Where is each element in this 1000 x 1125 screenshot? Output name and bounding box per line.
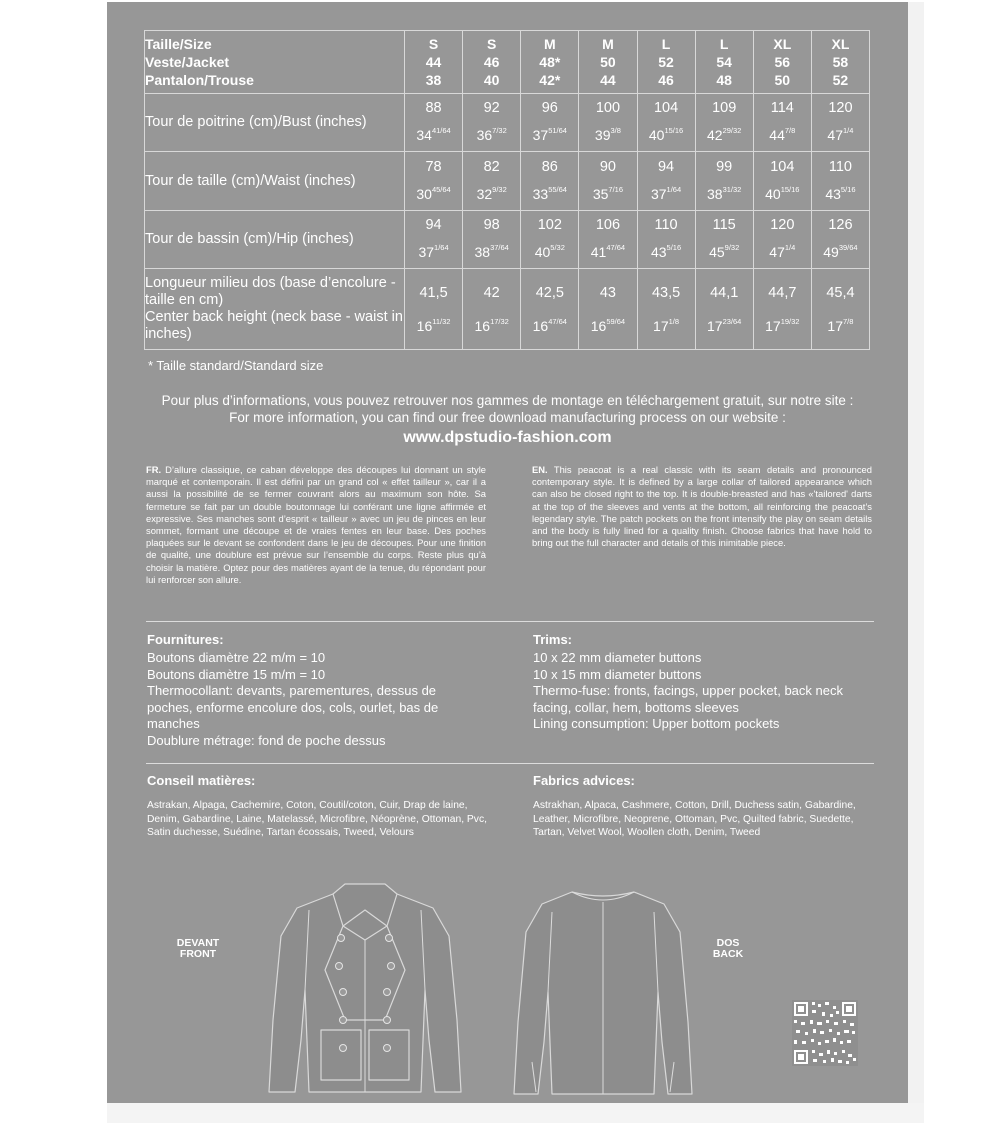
measurement-cm: 94: [425, 217, 442, 233]
inch-whole: 40: [648, 127, 665, 143]
measurement-cm: 44,1: [710, 284, 739, 301]
description-en-tag: EN.: [532, 464, 548, 475]
inch-fraction: 11/32: [432, 316, 451, 326]
measurement-row: [145, 211, 870, 269]
measurement-cm: 104: [770, 158, 795, 175]
measurement-inches: [521, 126, 578, 143]
measurement-inches: [638, 317, 695, 334]
measurement-inches: [521, 243, 578, 260]
inch-whole: 16: [474, 317, 491, 334]
fabrics-title: Fabrics advices:: [533, 773, 635, 788]
inch-fraction: 7/8: [843, 316, 854, 326]
trims-item: 10 x 15 mm diameter buttons: [533, 666, 702, 682]
measurement-inches: [696, 126, 753, 143]
inch-whole: 16: [590, 317, 607, 334]
measurement-inches: [405, 317, 462, 334]
trouser-size: 48: [716, 72, 732, 88]
measurement-cm: 44,7: [768, 284, 797, 301]
inch-whole: 38: [474, 244, 491, 260]
sheet-edge: [908, 2, 924, 1103]
size-letter: XL: [773, 36, 792, 52]
inch-whole: 37: [650, 185, 667, 202]
inch-whole: 47: [769, 244, 785, 260]
inch-fraction: 23/64: [722, 316, 742, 326]
measurement-inches: [579, 243, 636, 260]
inch-fraction: 45/64: [431, 184, 451, 194]
size-column-header: [579, 31, 637, 94]
measurement-inches: [638, 185, 695, 202]
measurement-label: Tour de taille (cm)/Waist (inches): [145, 152, 405, 211]
measurement-cell: [695, 152, 753, 211]
measurement-cell: [521, 269, 579, 350]
trims-list: [533, 650, 863, 733]
measurement-cell: [463, 152, 521, 211]
trouser-size: 40: [483, 72, 500, 88]
measurement-cm: 78: [425, 158, 442, 175]
measurement-cell: [753, 211, 811, 269]
size-column-header: [637, 31, 695, 94]
measurement-inches: [812, 317, 869, 334]
fournitures-list: [147, 650, 477, 750]
measurement-cell: [811, 152, 869, 211]
measurement-cell: [405, 152, 463, 211]
measurement-cell: [695, 269, 753, 350]
measurement-cm: 126: [828, 217, 853, 233]
inch-whole: 17: [827, 317, 843, 334]
inch-fraction: 37/64: [490, 243, 509, 252]
measurement-cm: 43: [599, 284, 616, 301]
measurement-inches: [696, 243, 753, 260]
measurement-inches: [463, 317, 520, 334]
trouser-size: 52: [832, 72, 849, 88]
fournitures-item: Doublure métrage: fond de poche dessus: [147, 732, 386, 748]
trims-item: 10 x 22 mm diameter buttons: [533, 650, 702, 665]
measurement-inches: [405, 126, 462, 143]
fournitures-item: Boutons diamètre 15 m/m = 10: [147, 666, 326, 682]
jacket-size: 48*: [539, 54, 561, 70]
inch-whole: 37: [418, 244, 435, 260]
fabrics-text: Astrakhan, Alpaca, Cashmere, Cotton, Drill, Duchess satin, Gabardine, Leather, Microfibre, Neoprene, Ottoman, Pvc, Quilted fabric, Suedette, Tartan, Velvet Wool, Woollen cloth, Denim, Tweed: [533, 800, 856, 839]
measurement-row: [145, 152, 870, 211]
measurement-cell: [463, 269, 521, 350]
inch-fraction: 17/32: [490, 316, 509, 326]
inch-fraction: 9/32: [492, 184, 507, 194]
fournitures-item: Thermocollant: devants, parementures, dessus de poches, enforme encolure dos, cols, ourlet, bas de manches: [147, 683, 439, 732]
inch-whole: 45: [709, 244, 725, 260]
measurement-inches: [754, 243, 811, 260]
jacket-front-illustration: [265, 880, 465, 1102]
description-fr-text: D’allure classique, ce caban développe des découpes lui donnant un style marqué et contemporain. Il est défini par un grand col « effet tailleur », car il a aussi la possibilité de se fermer couvrant alors au maximum son hôte. Sa fermeture se fait par un double boutonnage lui conférant une ligne affirmée et expressive. Ses manches sont d’esprit « tailleur » avec un jeu de pinces en leur sommet, formant une découpe et de vraies fentes en leur base. Des poches plaquées sur le devant se confondent dans le jeu de découpes. Pour une finition de qualité, une doublure est prévue sur l’ensemble du corps. Reste plus qu’à choisir la matière. Optez pour des matières ayant de la tenue, du répondant pour lui renforcer son allure.: [146, 464, 486, 585]
measurement-inches: [579, 126, 636, 143]
measurement-inches: [463, 126, 520, 143]
measurement-inches: [521, 185, 578, 202]
info-text-en: For more information, you can find our free download manufacturing process on our website :: [229, 410, 786, 425]
size-column-header: [463, 31, 521, 94]
info-text-fr: Pour plus d’informations, vous pouvez retrouver nos gammes de montage en téléchargement gratuit, sur notre site :: [161, 393, 854, 408]
inch-whole: 35: [592, 185, 609, 202]
inch-whole: 47: [827, 127, 843, 143]
inch-fraction: 51/64: [548, 126, 567, 135]
measurement-row: [145, 269, 870, 350]
measurement-row: [145, 94, 870, 152]
size-column-header: [521, 31, 579, 94]
size-chart-table: [144, 30, 870, 350]
inch-whole: 17: [765, 317, 781, 334]
inch-whole: 40: [765, 185, 781, 202]
measurement-inches: [638, 126, 695, 143]
inch-whole: 17: [653, 317, 669, 334]
label-size: /Size: [179, 36, 212, 52]
inch-whole: 49: [823, 244, 839, 260]
measurement-label: [145, 269, 405, 350]
inch-fraction: 47/64: [606, 243, 626, 252]
inch-fraction: 29/32: [722, 126, 742, 135]
conseil-title: Conseil matières:: [147, 773, 256, 788]
size-letter: L: [719, 36, 729, 52]
size-letter: S: [487, 36, 497, 52]
trims-item: Lining consumption: Upper bottom pockets: [533, 716, 780, 732]
measurement-cm: 94: [657, 158, 675, 175]
inch-whole: 16: [532, 317, 549, 334]
size-column-header: [753, 31, 811, 94]
inch-fraction: 5/16: [666, 243, 682, 252]
measurement-cm: 109: [712, 100, 737, 116]
measurement-inches: [405, 185, 462, 202]
trouser-size: 46: [658, 72, 674, 88]
measurement-cm: 42,5: [535, 284, 564, 301]
measurement-cell: [579, 269, 637, 350]
measurement-inches: [812, 126, 869, 143]
inch-fraction: 55/64: [548, 184, 567, 194]
measurement-cm: 42: [483, 284, 500, 301]
measurement-inches: [521, 317, 578, 334]
fournitures-item: Boutons diamètre 22 m/m = 10: [147, 650, 326, 665]
inch-fraction: 39/64: [838, 243, 858, 252]
measurement-cm: 88: [425, 100, 442, 116]
inch-fraction: 1/64: [434, 243, 449, 252]
front-label-fr: DEVANT: [176, 937, 220, 949]
inch-whole: 42: [707, 127, 723, 143]
size-letter: M: [543, 36, 556, 52]
inch-fraction: 7/8: [784, 126, 796, 135]
measurement-cm: 90: [599, 158, 616, 175]
inch-fraction: 9/32: [724, 243, 740, 252]
conseil-text: Astrakan, Alpaga, Cachemire, Coton, Coutil/coton, Cuir, Drap de laine, Denim, Gabardine, Laine, Matelassé, Microfibre, Néoprène, Ottoman, Pvc, Satin duchesse, Suédine, Tartan écossais, Tweed, Velours: [147, 800, 487, 839]
measurement-cm: 110: [828, 158, 852, 175]
inch-fraction: 7/16: [608, 184, 624, 194]
measurement-cm: 120: [770, 217, 795, 233]
measurement-cell: [695, 94, 753, 152]
inch-whole: 41: [590, 244, 607, 260]
standard-size-note: * Taille standard/Standard size: [148, 358, 324, 373]
measurement-cell: [463, 211, 521, 269]
trouser-size: 50: [774, 72, 791, 88]
measurement-cell: [521, 94, 579, 152]
description-en-text: This peacoat is a real classic with its seam details and pronounced contemporary style. It is defined by a large collar of tailored appearance which can also be closed right to the top. It is double-breasted and has «'tailored' darts at the top of the sleeves and vents at the bottom, all reinforcing the peacoat’s legendary style. The patch pockets on the front intensify the play on seam details and the body is fully lined for a quality finish. Choose fabrics that have hold to bring out the full character and details of this inimitable piece.: [532, 464, 872, 549]
jacket-size: 50: [600, 54, 616, 70]
size-letter: L: [661, 36, 671, 52]
inch-whole: 38: [707, 185, 723, 202]
measurement-cm: 82: [483, 158, 500, 175]
label-pantalon: Pantalon: [145, 72, 205, 88]
measurement-cell: [695, 211, 753, 269]
measurement-cell: [811, 269, 869, 350]
section-divider: [146, 763, 874, 764]
measurement-cm: 99: [716, 158, 733, 175]
measurement-cell: [811, 211, 869, 269]
measurement-label: Tour de bassin (cm)/Hip (inches): [145, 211, 405, 269]
size-letter: M: [602, 36, 614, 52]
measurement-inches: [812, 185, 869, 202]
measurement-cm: 120: [828, 100, 853, 116]
inch-whole: 33: [532, 185, 549, 202]
measurement-cm: 92: [483, 100, 500, 116]
measurement-label: Tour de poitrine (cm)/Bust (inches): [145, 94, 405, 152]
measurement-cm: 45,4: [826, 284, 855, 301]
jacket-size: 52: [658, 54, 674, 70]
inch-fraction: 7/32: [492, 126, 507, 135]
size-column-header: [405, 31, 463, 94]
inch-whole: 44: [769, 127, 785, 143]
inch-whole: 36: [476, 127, 493, 143]
measurement-cell: [579, 94, 637, 152]
inch-whole: 32: [476, 185, 493, 202]
qr-code[interactable]: [792, 1000, 858, 1066]
sheet-bottom-edge: [107, 1103, 924, 1123]
inch-fraction: 19/32: [780, 316, 800, 326]
measurement-cell: [811, 94, 869, 152]
measurement-inches: [405, 243, 462, 260]
front-label-en: FRONT: [179, 948, 217, 960]
measurement-cm: 114: [770, 100, 794, 116]
inch-fraction: 1/64: [666, 184, 682, 194]
measurement-cm: 41,5: [419, 284, 448, 301]
inch-fraction: 31/32: [722, 184, 742, 194]
measurement-cell: [753, 269, 811, 350]
measurement-cm: 102: [537, 217, 562, 233]
header-labels: [145, 31, 405, 94]
measurement-cell: [637, 152, 695, 211]
size-header-row: [145, 31, 870, 94]
measurement-cm: 98: [483, 217, 500, 233]
inch-fraction: 1/8: [668, 316, 680, 326]
measurement-cm: 110: [654, 217, 678, 233]
jacket-size: 58: [832, 54, 849, 70]
jacket-size: 54: [716, 54, 732, 70]
back-label: [700, 938, 756, 960]
measurement-inches: [754, 126, 811, 143]
measurement-inches: [696, 185, 753, 202]
measurement-cell: [637, 211, 695, 269]
inch-fraction: 15/16: [664, 126, 684, 135]
measurement-cell: [637, 269, 695, 350]
measurement-cell: [405, 211, 463, 269]
inch-fraction: 1/4: [843, 126, 854, 135]
measurement-inches: [638, 243, 695, 260]
back-label-en: BACK: [712, 948, 744, 960]
measurement-cell: [521, 211, 579, 269]
measurement-inches: [579, 185, 636, 202]
back-label-fr: DOS: [716, 937, 740, 949]
measurement-inches: [754, 317, 811, 334]
description-en: [532, 464, 872, 549]
fournitures-title: Fournitures:: [147, 632, 224, 647]
inch-whole: 43: [650, 244, 667, 260]
size-column-header: [811, 31, 869, 94]
measurement-inches: [463, 185, 520, 202]
trouser-size: 42*: [539, 72, 561, 88]
trouser-size: 44: [600, 72, 616, 88]
website-link[interactable]: www.dpstudio-fashion.com: [403, 429, 612, 446]
jacket-size: 44: [425, 54, 442, 70]
inch-fraction: 15/16: [780, 184, 800, 194]
label-trouse: /Trouse: [204, 72, 254, 88]
inch-fraction: 47/64: [548, 316, 567, 326]
trims-item: Thermo-fuse: fronts, facings, upper pocket, back neck facing, collar, hem, bottoms sleeves: [533, 683, 843, 715]
inch-fraction: 59/64: [606, 316, 626, 326]
measurement-cell: [579, 152, 637, 211]
measurement-cm: 43,5: [651, 284, 681, 301]
measurement-cell: [753, 94, 811, 152]
front-label: [170, 938, 226, 960]
inch-fraction: 5/16: [840, 184, 856, 194]
measurement-inches: [696, 317, 753, 334]
inch-whole: 39: [594, 127, 611, 143]
inch-whole: 37: [532, 127, 549, 143]
measurement-cell: [637, 94, 695, 152]
inch-whole: 17: [707, 317, 723, 334]
description-fr: [146, 464, 486, 586]
description-fr-tag: FR.: [146, 464, 162, 475]
measurement-cell: [463, 94, 521, 152]
label-taille: Taille: [145, 36, 180, 52]
inch-fraction: 3/8: [610, 126, 621, 135]
jacket-size: 56: [774, 54, 791, 70]
measurement-inches: [754, 185, 811, 202]
inch-fraction: 1/4: [784, 243, 796, 252]
measurement-label-fr: Longueur milieu dos (base d’encolure - taille en cm): [145, 275, 396, 308]
measurement-cm: 115: [712, 217, 736, 233]
inch-whole: 43: [825, 185, 841, 202]
label-veste: Veste: [145, 54, 182, 70]
inch-whole: 30: [416, 185, 432, 202]
measurement-inches: [463, 243, 520, 260]
trouser-size: 38: [425, 72, 442, 88]
measurement-cell: [579, 211, 637, 269]
inch-fraction: 5/32: [550, 243, 565, 252]
measurement-cm: 100: [595, 100, 621, 116]
inch-whole: 16: [416, 317, 433, 334]
measurement-cell: [405, 94, 463, 152]
measurement-inches: [812, 243, 869, 260]
measurement-cell: [521, 152, 579, 211]
measurement-inches: [579, 317, 636, 334]
measurement-cm: 106: [595, 217, 621, 233]
measurement-cm: 86: [541, 158, 558, 175]
measurement-label-en: Center back height (neck base - waist in inches): [145, 309, 403, 342]
inch-whole: 40: [534, 244, 551, 260]
size-column-header: [695, 31, 753, 94]
trims-title: Trims:: [533, 632, 573, 647]
inch-fraction: 41/64: [431, 126, 451, 135]
jacket-size: 46: [483, 54, 500, 70]
measurement-cell: [753, 152, 811, 211]
jacket-back-illustration: [512, 882, 694, 1102]
label-jacket: /Jacket: [181, 54, 230, 70]
section-divider: [146, 621, 874, 622]
measurement-cm: 104: [653, 100, 679, 116]
measurement-cm: 96: [541, 100, 558, 116]
size-letter: XL: [831, 36, 850, 52]
measurement-cell: [405, 269, 463, 350]
inch-whole: 34: [416, 127, 432, 143]
size-letter: S: [428, 36, 439, 52]
